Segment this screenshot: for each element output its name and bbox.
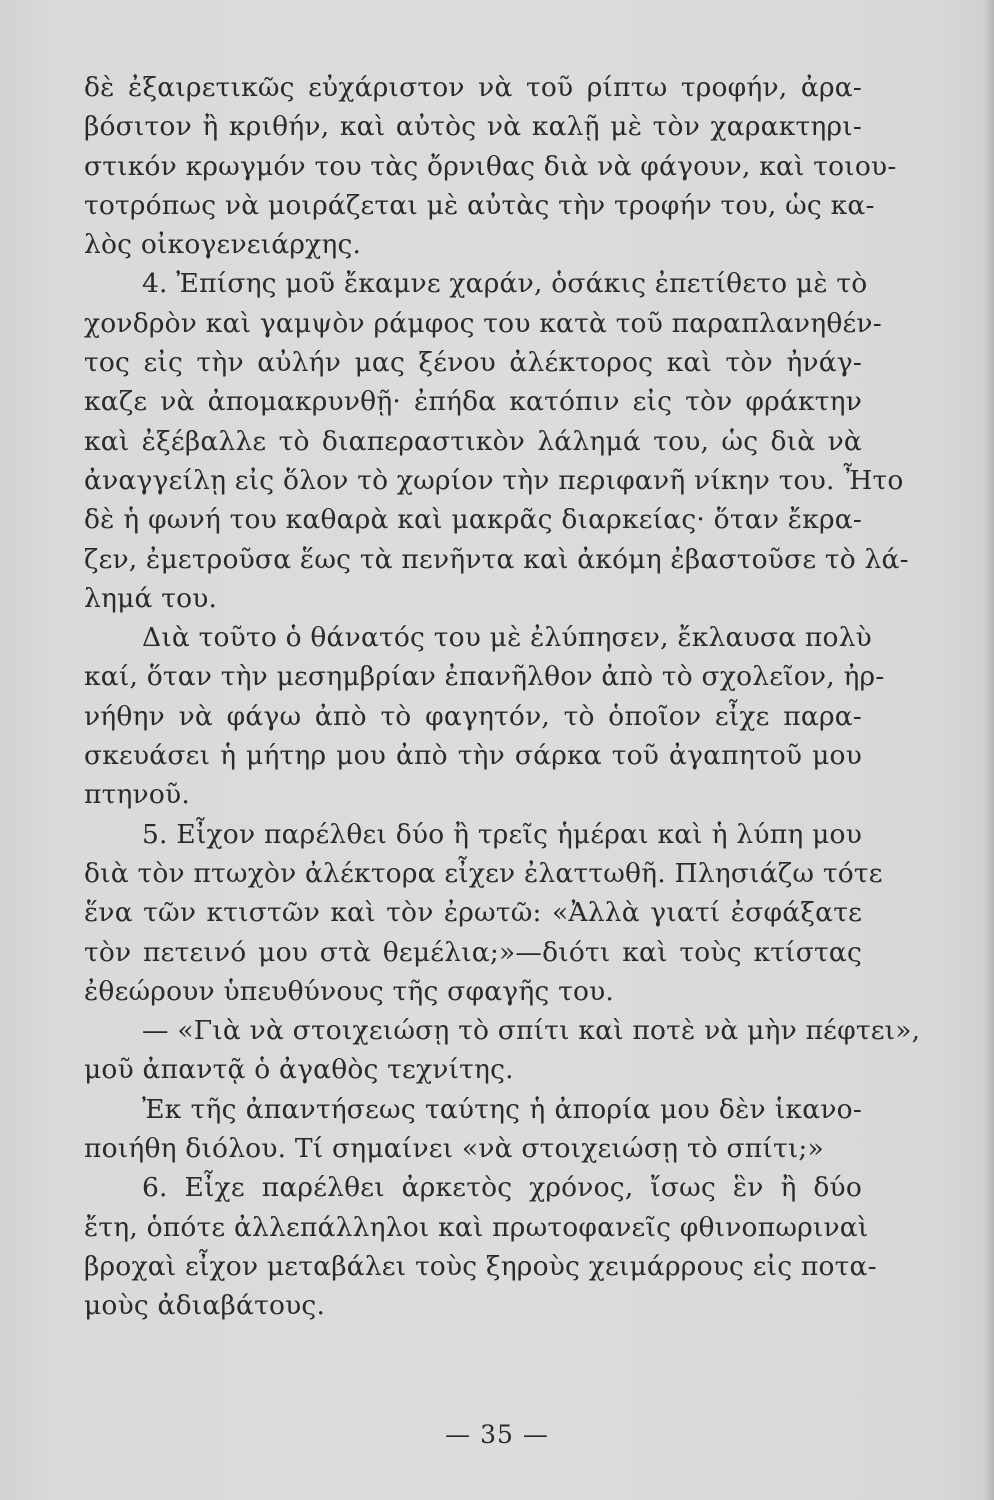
text-line: ζεν, ἐμετροῦσα ἕως τὰ πενῆντα καὶ ἀκόμη ἐβαστοῦσε τὸ λά- <box>84 543 909 575</box>
text-line: δὲ ἡ φωνή του καθαρὰ καὶ μακρᾶς διαρκείας· ὅταν ἔκρα- <box>84 504 862 536</box>
text-line: ἔτη, ὁπότε ἀλλεπάλληλοι καὶ πρωτοφανεῖς φθινοπωριναὶ <box>84 1211 869 1243</box>
dialogue-line: — «Γιὰ νὰ στοιχειώσῃ τὸ σπίτι καὶ ποτὲ νὰ μὴν πέφτει», <box>142 1015 921 1047</box>
paragraph-6-start: 6. Εἶχε παρέλθει ἀρκετὸς χρόνος, ἴσως ἓν ἢ δύο <box>142 1172 862 1204</box>
page-number: — 35 — <box>445 1420 549 1449</box>
paragraph-4-start: 4. Ἐπίσης μοῦ ἔκαμνε χαράν, ὁσάκις ἐπετίθετο μὲ τὸ <box>142 268 868 300</box>
text-line: καί, ὅταν τὴν μεσημβρίαν ἐπανῆλθον ἀπὸ τὸ σχολεῖον, ἠρ- <box>84 661 885 693</box>
text-line: τὸν πετεινό μου στὰ θεμέλια;»—διότι καὶ τοὺς κτίστας <box>84 936 862 968</box>
text-line: σκευάσει ἡ μήτηρ μου ἀπὸ τὴν σάρκα τοῦ ἀγαπητοῦ μου <box>84 740 862 772</box>
body-text <box>84 68 921 1326</box>
text-line: χονδρὸν καὶ γαμψὸν ράμφος του κατὰ τοῦ παραπλανηθέν- <box>84 307 882 339</box>
text-line: ποιήθη διόλου. Τί σημαίνει «νὰ στοιχειώσῃ τὸ σπίτι;» <box>84 1133 824 1165</box>
text-line: διὰ τὸν πτωχὸν ἀλέκτορα εἶχεν ἐλαττωθῆ. Πλησιάζω τότε <box>84 857 883 889</box>
text-line: βόσιτον ἢ κριθήν, καὶ αὐτὸς νὰ καλῇ μὲ τὸν χαρακτηρι- <box>84 111 862 143</box>
text-line: καὶ ἐξέβαλλε τὸ διαπεραστικὸν λάλημά του, ὡς διὰ νὰ <box>84 425 862 457</box>
text-line: στικόν κρωγμόν του τὰς ὄρνιθας διὰ νὰ φάγουν, καὶ τοιου- <box>84 150 897 182</box>
text-line: δὲ ἐξαιρετικῶς εὐχάριστον νὰ τοῦ ρίπτω τροφήν, ἀρα- <box>84 72 862 103</box>
paragraph-start: Διὰ τοῦτο ὁ θάνατός του μὲ ἐλύπησεν, ἔκλαυσα πολὺ <box>142 622 872 654</box>
text-line: τοτρόπως νὰ μοιράζεται μὲ αὐτὰς τὴν τροφήν του, ὡς κα- <box>84 189 875 221</box>
text-line: μοὺς ἀδιαβάτους. <box>84 1290 326 1322</box>
paragraph-start: Ἐκ τῆς ἀπαντήσεως ταύτης ἡ ἀπορία μου δὲν ἱκανο- <box>142 1093 862 1125</box>
text-line: τος εἰς τὴν αὐλήν μας ξένου ἀλέκτορος καὶ τὸν ἠνάγ- <box>84 347 862 379</box>
paragraph-5-start: 5. Εἶχον παρέλθει δύο ἢ τρεῖς ἡμέραι καὶ ἡ λύπη μου <box>142 818 862 850</box>
text-line: λὸς οἰκογενειάρχης. <box>84 229 362 261</box>
text-line: λημά του. <box>84 582 218 614</box>
text-line: βροχαὶ εἶχον μεταβάλει τοὺς ξηροὺς χειμάρρους εἰς ποτα- <box>84 1250 877 1282</box>
text-line: νήθην νὰ φάγω ἀπὸ τὸ φαγητόν, τὸ ὁποῖον εἶχε παρα- <box>84 700 862 732</box>
text-line: ἀναγγείλῃ εἰς ὅλον τὸ χωρίον τὴν περιφανῆ νίκην του. Ἦτο <box>84 464 904 496</box>
text-line: πτηνοῦ. <box>84 779 190 811</box>
text-line: ἕνα τῶν κτιστῶν καὶ τὸν ἐρωτῶ: «Ἀλλὰ γιατί ἐσφάξατε <box>84 897 862 929</box>
text-line: μοῦ ἀπαντᾷ ὁ ἀγαθὸς τεχνίτης. <box>84 1054 514 1086</box>
text-line: καζε νὰ ἀπομακρυνθῇ· ἐπήδα κατόπιν εἰς τὸν φράκτην <box>84 386 862 418</box>
text-line: ἐθεώρουν ὑπευθύνους τῆς σφαγῆς του. <box>84 975 615 1007</box>
